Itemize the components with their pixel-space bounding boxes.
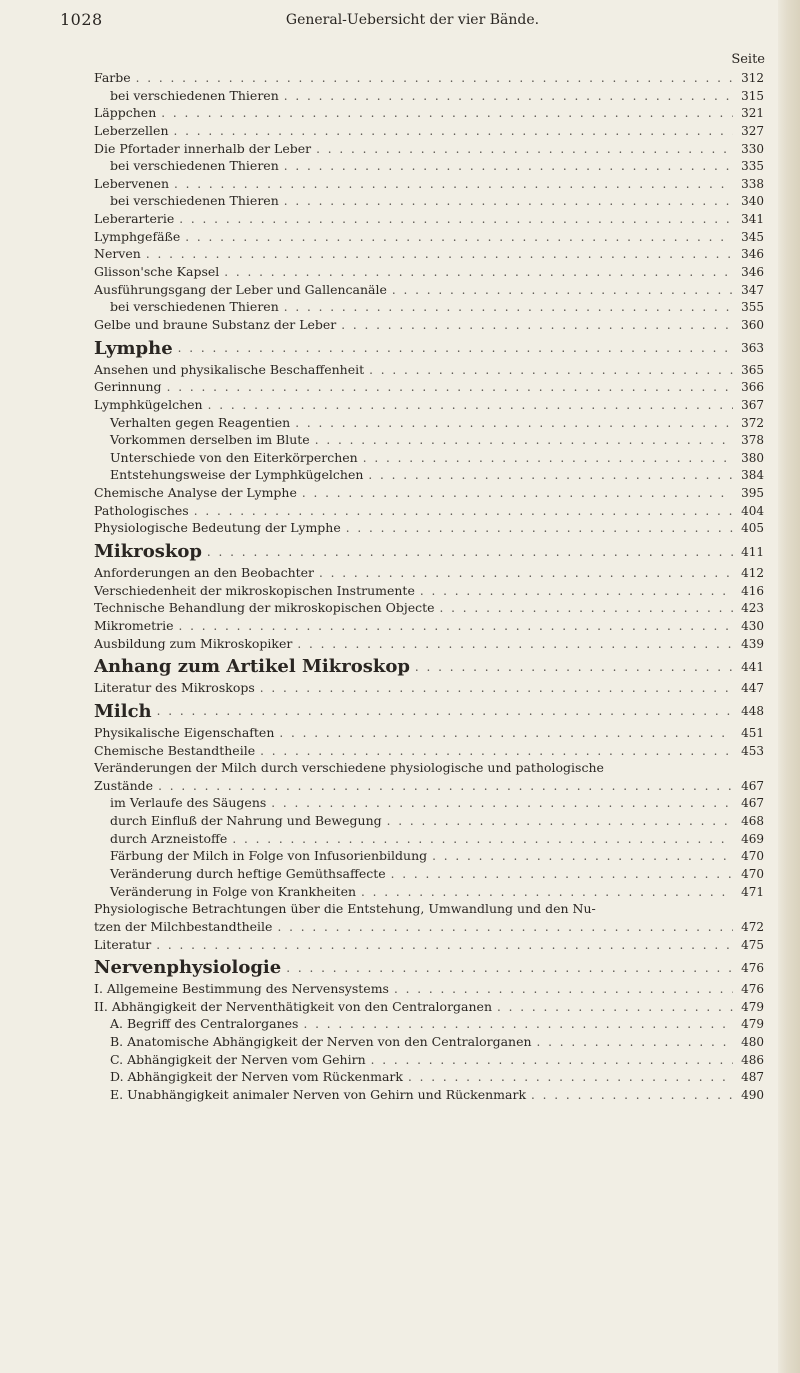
toc-entry-title: Lymphkügelchen	[94, 396, 203, 412]
toc-entry	[94, 884, 764, 902]
toc-entry	[94, 362, 764, 380]
toc-entry-page: 470	[741, 849, 764, 864]
toc-entry	[94, 503, 764, 521]
leader-dots	[286, 961, 733, 975]
leader-dots	[415, 660, 733, 674]
toc-entry	[94, 229, 764, 247]
toc-entry	[94, 937, 764, 955]
running-title: General-Uebersicht der vier Bände.	[285, 12, 540, 28]
toc-entry-page: 479	[741, 999, 764, 1014]
toc-entry	[94, 193, 764, 211]
toc-entry-page: 476	[741, 982, 764, 997]
toc-entry-title: Anforderungen an den Beobachter	[94, 565, 315, 581]
toc-entry	[94, 450, 764, 468]
toc-entry	[94, 743, 764, 761]
toc-entry-title: A. Begriff des Centralorganes	[110, 1016, 299, 1032]
toc-entry	[94, 760, 764, 778]
toc-entry-title: Farbe	[94, 70, 131, 85]
leader-dots	[178, 341, 733, 355]
toc-entry	[94, 211, 764, 229]
leader-dots	[174, 124, 734, 138]
page-header	[60, 10, 765, 34]
toc-entry-title: bei verschiedenen Thieren	[110, 158, 279, 174]
toc-entry	[94, 680, 764, 698]
toc-entry	[94, 176, 764, 194]
toc-entry	[94, 1034, 764, 1052]
leader-dots	[232, 832, 733, 846]
leader-dots	[346, 521, 733, 535]
table-of-contents	[94, 70, 764, 1105]
leader-dots	[387, 814, 733, 828]
page-edge	[778, 0, 800, 1373]
leader-dots	[194, 504, 733, 518]
toc-entry-title: Literatur	[94, 936, 152, 952]
leader-dots	[420, 584, 733, 598]
leader-dots	[271, 796, 733, 810]
toc-entry-title: Veränderung durch heftige Gemüthsaffecte	[110, 865, 386, 881]
toc-entry-title: Physikalische Eigenschaften	[94, 724, 275, 740]
toc-entry	[94, 600, 764, 618]
toc-entry-page: 366	[741, 380, 764, 395]
toc-entry-title: durch Einfluß der Nahrung und Bewegung	[110, 813, 382, 829]
toc-entry-page: 439	[741, 636, 764, 651]
toc-entry-page: 416	[741, 583, 764, 598]
leader-dots	[146, 247, 733, 261]
leader-dots	[167, 380, 733, 394]
toc-entry	[94, 636, 764, 654]
toc-entry-page: 476	[741, 960, 764, 975]
toc-entry-title: Physiologische Bedeutung der Lymphe	[94, 520, 341, 536]
leader-dots	[302, 486, 733, 500]
leader-dots	[207, 545, 733, 559]
toc-entry-page: 378	[741, 433, 764, 448]
toc-entry-page: 423	[741, 601, 764, 616]
toc-entry	[94, 317, 764, 335]
toc-entry-page: 345	[741, 229, 764, 244]
toc-entry-page: 384	[741, 468, 764, 483]
toc-entry-page: 312	[741, 71, 764, 85]
toc-entry	[94, 88, 764, 106]
toc-entry-title: Nervenphysiologie	[94, 957, 282, 979]
leader-dots	[277, 920, 733, 934]
toc-entry-page: 330	[741, 141, 764, 156]
leader-dots	[315, 433, 733, 447]
toc-entry-title: Lebervenen	[94, 175, 170, 191]
leader-dots	[284, 194, 733, 208]
toc-entry-title: Verschiedenheit der mikroskopischen Instrumente	[94, 582, 415, 598]
toc-entry-title: Physiologische Betrachtungen über die Entstehung, Umwandlung und den Nu-	[94, 901, 596, 917]
toc-entry-title: Veränderung in Folge von Krankheiten	[110, 883, 357, 899]
toc-entry-page: 380	[741, 450, 764, 465]
toc-entry-title: E. Unabhängigkeit animaler Nerven von Gehirn und Rückenmark	[110, 1087, 527, 1103]
toc-entry	[94, 618, 764, 636]
toc-entry-page: 451	[741, 725, 764, 740]
toc-entry-title: B. Anatomische Abhängigkeit der Nerven von den Centralorganen	[110, 1034, 532, 1050]
toc-entry-page: 360	[741, 317, 764, 332]
toc-entry	[94, 999, 764, 1017]
toc-entry	[94, 415, 764, 433]
toc-entry-page: 448	[741, 704, 764, 719]
toc-entry-page: 315	[741, 88, 764, 103]
toc-entry	[94, 485, 764, 503]
toc-entry-title: Pathologisches	[94, 502, 189, 518]
toc-section-heading	[94, 698, 764, 725]
toc-entry	[94, 397, 764, 415]
toc-section-heading	[94, 954, 764, 981]
leader-dots	[284, 300, 733, 314]
toc-entry-title: I. Allgemeine Bestimmung des Nervensystems	[94, 981, 389, 997]
toc-entry-page: 486	[741, 1052, 764, 1067]
toc-entry-title: Ansehen und physikalische Beschaffenheit	[94, 361, 365, 377]
leader-dots	[158, 779, 733, 793]
leader-dots	[363, 451, 733, 465]
leader-dots	[531, 1088, 733, 1102]
leader-dots	[369, 363, 733, 377]
toc-entry-title: Veränderungen der Milch durch verschiedene physiologische und pathologische	[94, 760, 604, 776]
leader-dots	[408, 1070, 733, 1084]
toc-entry-page: 372	[741, 415, 764, 430]
toc-entry-page: 447	[741, 681, 764, 696]
toc-entry-title: Färbung der Milch in Folge von Infusorienbildung	[110, 848, 428, 864]
toc-section-heading	[94, 653, 764, 680]
leader-dots	[303, 1017, 733, 1031]
toc-entry-title: Literatur des Mikroskops	[94, 680, 255, 696]
toc-entry-title: C. Abhängigkeit der Nerven vom Gehirn	[110, 1051, 366, 1067]
toc-entry	[94, 264, 764, 282]
toc-entry-title: Unterschiede von den Eiterkörperchen	[110, 449, 358, 465]
toc-entry-title: Ausbildung zum Mikroskopiker	[94, 635, 293, 651]
leader-dots	[297, 637, 733, 651]
toc-entry-title: Verhalten gegen Reagentien	[110, 414, 291, 430]
toc-entry-page: 335	[741, 159, 764, 174]
toc-entry-title: Nerven	[94, 246, 141, 262]
toc-entry-page: 341	[741, 212, 764, 227]
leader-dots	[497, 1000, 733, 1014]
toc-entry-page: 338	[741, 176, 764, 191]
page-column-label: Seite	[731, 52, 765, 67]
toc-entry	[94, 432, 764, 450]
toc-entry-title: Vorkommen derselben im Blute	[110, 432, 310, 448]
toc-entry	[94, 1016, 764, 1034]
toc-entry-title: Lymphgefäße	[94, 228, 181, 244]
toc-entry-title: Zustände	[94, 777, 154, 793]
toc-entry-page: 468	[741, 814, 764, 829]
toc-entry-page: 430	[741, 618, 764, 633]
toc-entry-title: Läppchen	[94, 105, 157, 121]
leader-dots	[179, 619, 733, 633]
toc-entry-title: Gelbe und braune Substanz der Leber	[94, 316, 337, 332]
toc-entry-page: 475	[741, 937, 764, 952]
toc-entry-page: 355	[741, 300, 764, 315]
toc-entry	[94, 848, 764, 866]
leader-dots	[179, 212, 733, 226]
toc-entry-page: 441	[741, 659, 764, 674]
leader-dots	[157, 704, 733, 718]
toc-entry-page: 490	[741, 1088, 764, 1103]
toc-entry-page: 363	[741, 341, 764, 356]
toc-entry-page: 411	[741, 544, 764, 559]
leader-dots	[174, 177, 733, 191]
toc-section-heading	[94, 335, 764, 362]
toc-entry-page: 467	[741, 778, 764, 793]
toc-entry	[94, 583, 764, 601]
toc-entry	[94, 246, 764, 264]
leader-dots	[156, 938, 733, 952]
toc-entry-title: durch Arzneistoffe	[110, 830, 228, 846]
toc-entry	[94, 379, 764, 397]
toc-entry-title: Die Pfortader innerhalb der Leber	[94, 140, 312, 156]
toc-entry-page: 367	[741, 397, 764, 412]
toc-entry	[94, 725, 764, 743]
toc-entry	[94, 813, 764, 831]
toc-entry-page: 347	[741, 282, 764, 297]
leader-dots	[260, 681, 733, 695]
toc-entry-page: 469	[741, 831, 764, 846]
toc-entry-title: Mikroskop	[94, 541, 202, 563]
toc-entry-page: 327	[741, 123, 764, 138]
toc-entry	[94, 520, 764, 538]
leader-dots	[224, 265, 733, 279]
toc-entry	[94, 778, 764, 796]
toc-entry-page: 467	[741, 796, 764, 811]
toc-entry-title: Glisson'sche Kapsel	[94, 264, 220, 280]
toc-entry-page: 395	[741, 486, 764, 501]
toc-entry-title: Anhang zum Artikel Mikroskop	[94, 656, 410, 678]
toc-entry	[94, 831, 764, 849]
toc-entry	[94, 981, 764, 999]
toc-entry	[94, 123, 764, 141]
leader-dots	[136, 71, 733, 85]
leader-dots	[284, 89, 733, 103]
toc-entry	[94, 919, 764, 937]
leader-dots	[316, 142, 733, 156]
toc-entry-page: 472	[741, 919, 764, 934]
toc-entry-title: bei verschiedenen Thieren	[110, 87, 279, 103]
leader-dots	[260, 744, 733, 758]
toc-entry	[94, 1069, 764, 1087]
toc-entry-title: Chemische Bestandtheile	[94, 742, 256, 758]
toc-entry-title: bei verschiedenen Thieren	[110, 193, 279, 209]
toc-entry-page: 346	[741, 247, 764, 262]
toc-entry-page: 365	[741, 362, 764, 377]
leader-dots	[161, 106, 733, 120]
toc-entry-title: D. Abhängigkeit der Nerven vom Rückenmark	[110, 1069, 403, 1085]
toc-entry-page: 487	[741, 1070, 764, 1085]
toc-entry-page: 404	[741, 503, 764, 518]
toc-entry-page: 321	[741, 106, 764, 121]
leader-dots	[284, 159, 733, 173]
toc-entry	[94, 158, 764, 176]
toc-entry-title: bei verschiedenen Thieren	[110, 299, 279, 315]
toc-entry-page: 346	[741, 265, 764, 280]
leader-dots	[371, 1053, 733, 1067]
toc-entry-page: 412	[741, 566, 764, 581]
leader-dots	[208, 398, 733, 412]
toc-entry-title: Mikrometrie	[94, 617, 174, 633]
toc-entry-title: Leberzellen	[94, 122, 169, 138]
toc-entry-title: Lymphe	[94, 337, 173, 359]
toc-entry	[94, 141, 764, 159]
leader-dots	[279, 726, 733, 740]
toc-entry-title: im Verlaufe des Säugens	[110, 795, 267, 811]
toc-entry-page: 479	[741, 1017, 764, 1032]
toc-entry	[94, 70, 764, 88]
leader-dots	[432, 849, 733, 863]
toc-entry-page: 470	[741, 866, 764, 881]
toc-entry-title: Entstehungsweise der Lymphkügelchen	[110, 467, 364, 483]
toc-entry-page: 480	[741, 1035, 764, 1050]
toc-entry	[94, 866, 764, 884]
toc-entry	[94, 565, 764, 583]
toc-entry	[94, 467, 764, 485]
leader-dots	[185, 230, 733, 244]
toc-entry-page: 340	[741, 194, 764, 209]
leader-dots	[392, 283, 733, 297]
leader-dots	[368, 468, 733, 482]
toc-entry-title: Ausführungsgang der Leber und Gallencanäle	[94, 281, 387, 297]
toc-entry-page: 453	[741, 743, 764, 758]
leader-dots	[361, 885, 733, 899]
toc-entry	[94, 1087, 764, 1105]
toc-section-heading	[94, 538, 764, 565]
leader-dots	[394, 982, 733, 996]
toc-entry	[94, 282, 764, 300]
toc-entry	[94, 105, 764, 123]
toc-entry-page: 471	[741, 884, 764, 899]
toc-entry-title: tzen der Milchbestandtheile	[94, 918, 273, 934]
leader-dots	[295, 416, 733, 430]
toc-entry-title: II. Abhängigkeit der Nerventhätigkeit von den Centralorganen	[94, 998, 493, 1014]
toc-entry-title: Milch	[94, 700, 152, 722]
leader-dots	[537, 1035, 733, 1049]
toc-entry	[94, 901, 764, 919]
toc-entry-title: Leberarterie	[94, 211, 175, 227]
leader-dots	[319, 566, 733, 580]
toc-entry-page: 405	[741, 521, 764, 536]
leader-dots	[440, 601, 733, 615]
toc-entry	[94, 299, 764, 317]
toc-entry	[94, 1052, 764, 1070]
page-number: 1028	[60, 10, 103, 29]
toc-entry	[94, 795, 764, 813]
leader-dots	[341, 318, 733, 332]
toc-entry-title: Technische Behandlung der mikroskopischen Objecte	[94, 600, 435, 616]
leader-dots	[391, 867, 733, 881]
toc-entry-title: Chemische Analyse der Lymphe	[94, 485, 297, 501]
toc-entry-title: Gerinnung	[94, 379, 162, 395]
